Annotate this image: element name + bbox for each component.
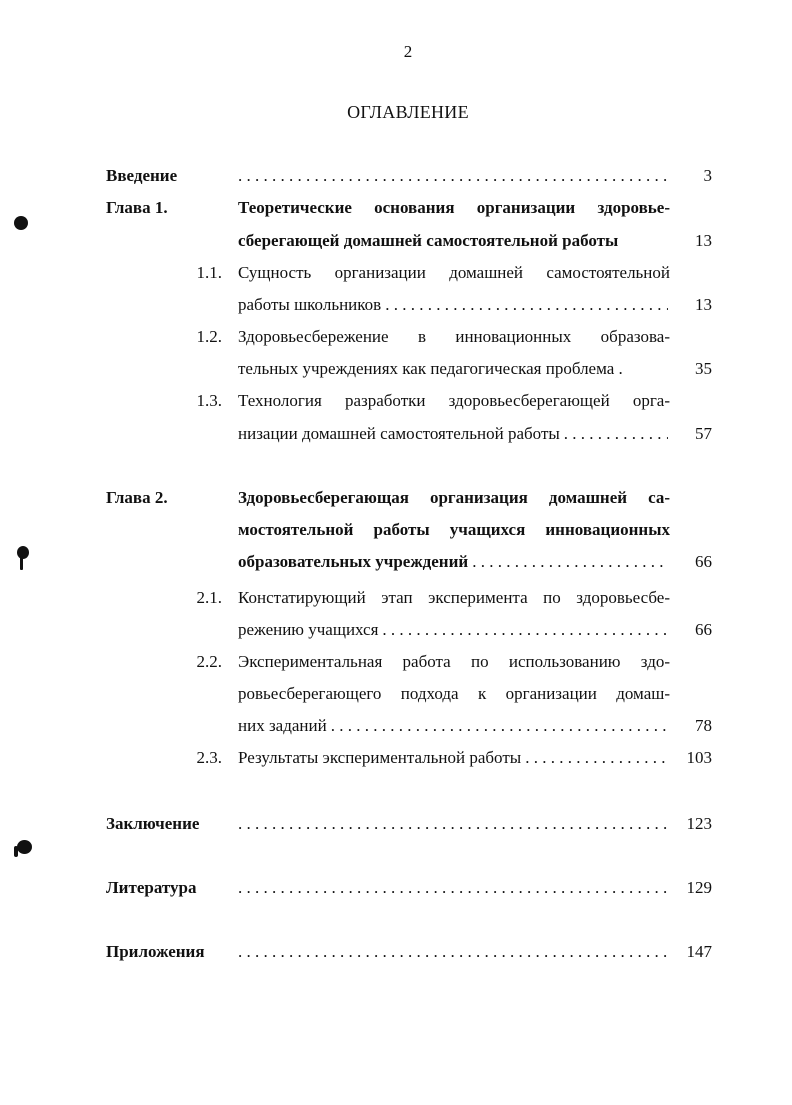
- toc-appendix-label: Приложения: [106, 942, 205, 961]
- toc-2-1-number: 2.1.: [196, 588, 222, 607]
- toc-ch2-title-line1: Здоровьесберегающая организация домашней са-: [238, 488, 670, 507]
- toc-1-2-number: 1.2.: [196, 327, 222, 346]
- toc-intro-label: Введение: [106, 166, 178, 185]
- toc-2-2-number: 2.2.: [196, 652, 222, 671]
- ink-blot-decoration: [17, 546, 29, 559]
- toc-conclusion-leader: [238, 814, 668, 834]
- toc-1-3-line2-text: низации домашней самостоятельной работы: [238, 424, 560, 443]
- toc-ch1-title-line1: Теоретические основания организации здоровье-: [238, 198, 670, 217]
- toc-2-3-page: 103: [686, 748, 712, 767]
- toc-2-2-page: 78: [695, 716, 712, 735]
- toc-ch2-label: Глава 2.: [106, 488, 168, 507]
- toc-1-3-line1: Технология разработки здоровьесберегающей орга-: [238, 391, 670, 410]
- toc-ch1-page: 13: [695, 231, 712, 250]
- toc-1-1-line1: Сущность организации домашней самостоятельной: [238, 263, 670, 282]
- ink-blot-decoration: [14, 216, 28, 230]
- toc-2-2-line3: [238, 716, 668, 736]
- toc-2-2-line3-text: них заданий: [238, 716, 327, 735]
- toc-conclusion-label: Заключение: [106, 814, 200, 833]
- toc-2-1-line1: Констатирующий этап эксперимента по здоровьесбе-: [238, 588, 670, 607]
- toc-2-3-number: 2.3.: [196, 748, 222, 767]
- toc-1-1-line2: [238, 295, 668, 315]
- toc-2-1-line2: [238, 620, 668, 640]
- toc-1-3-line2: [238, 424, 668, 444]
- toc-appendix-leader: [238, 942, 668, 962]
- page-title: ОГЛАВЛЕНИЕ: [347, 102, 469, 122]
- toc-2-2-line2: ровьесберегающего подхода к организации домаш-: [238, 684, 670, 703]
- ink-blot-decoration: [14, 846, 18, 857]
- toc-ch2-title-line3-text: образовательных учреждений: [238, 552, 469, 571]
- toc-ch2-page: 66: [695, 552, 712, 571]
- toc-2-3-line1: [238, 748, 668, 768]
- toc-ch2-title-line3: [238, 552, 668, 572]
- toc-1-1-number: 1.1.: [196, 263, 222, 282]
- toc-2-2-line1: Экспериментальная работа по использованию здо-: [238, 652, 670, 671]
- toc-ch2-title-line2: мостоятельной работы учащихся инновационных: [238, 520, 670, 539]
- toc-appendix-page: 147: [686, 942, 712, 961]
- page-number: 2: [403, 42, 413, 61]
- toc-1-2-line2: тельных учреждениях как педагогическая проблема .: [238, 359, 623, 378]
- toc-intro-leader: [238, 166, 668, 186]
- toc-2-3-line1-text: Результаты экспериментальной работы: [238, 748, 522, 767]
- toc-intro-page: 3: [703, 166, 712, 185]
- toc-conclusion-page: 123: [686, 814, 712, 833]
- ink-blot-decoration: [17, 840, 32, 854]
- toc-literature-label: Литература: [106, 878, 197, 897]
- toc-1-3-number: 1.3.: [196, 391, 222, 410]
- toc-ch1-label: Глава 1.: [106, 198, 168, 217]
- toc-1-1-line2-text: работы школьников: [238, 295, 382, 314]
- toc-literature-page: 129: [686, 878, 712, 897]
- toc-ch1-title-line2: сберегающей домашней самостоятельной работы: [238, 231, 619, 250]
- ink-blot-decoration: [20, 556, 23, 570]
- toc-1-1-page: 13: [695, 295, 712, 314]
- toc-2-1-page: 66: [695, 620, 712, 639]
- toc-1-2-page: 35: [695, 359, 712, 378]
- toc-1-3-page: 57: [695, 424, 712, 443]
- toc-literature-leader: [238, 878, 668, 898]
- toc-1-2-line1: Здоровьесбережение в инновационных образова-: [238, 327, 670, 346]
- toc-2-1-line2-text: режению учащихся: [238, 620, 379, 639]
